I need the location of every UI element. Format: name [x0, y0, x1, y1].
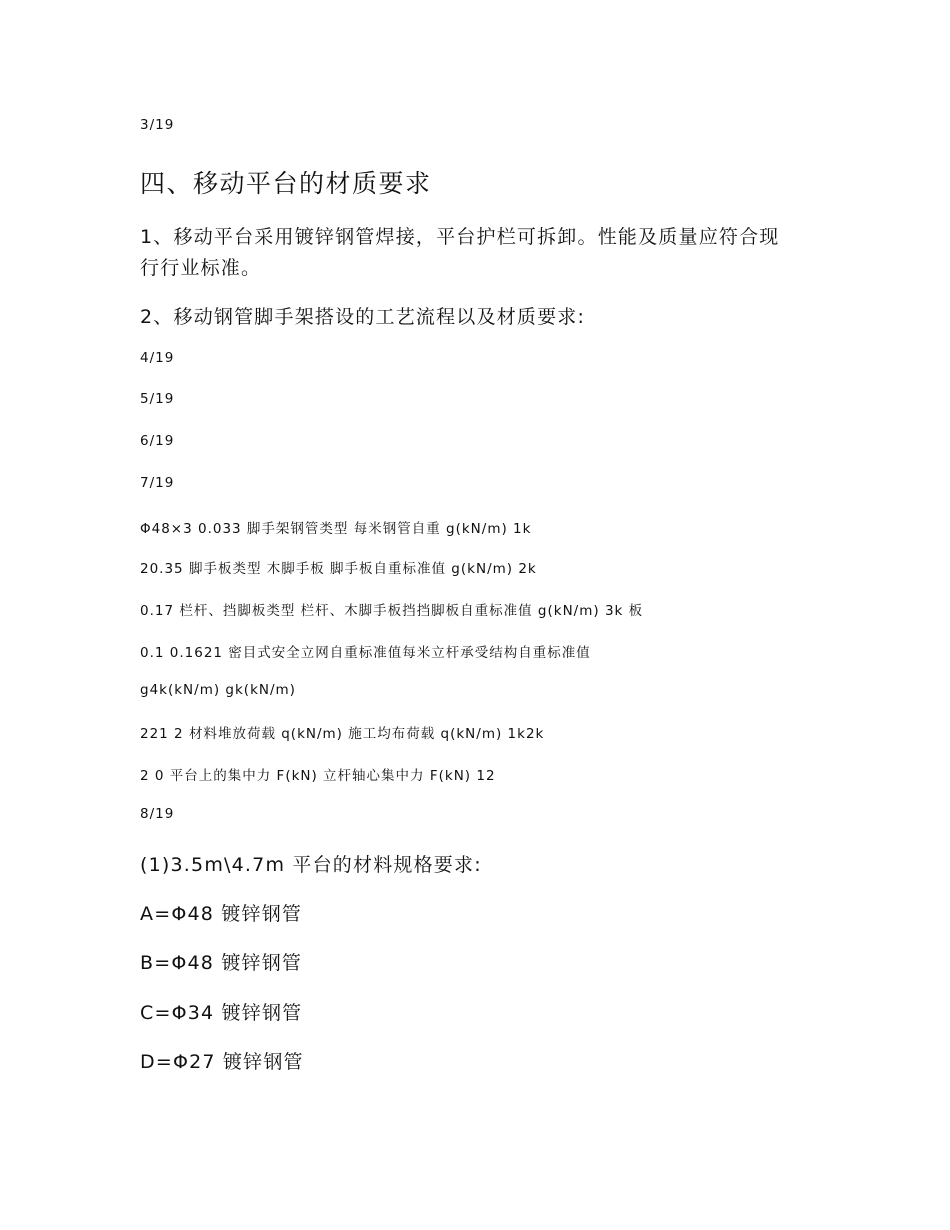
table-text-line: g4k(kN/m) gk(kN/m) — [140, 682, 296, 698]
paragraph-line: 2、移动钢管脚手架搭设的工艺流程以及材质要求: — [140, 306, 586, 328]
table-text-line: Φ48×3 0.033 脚手架钢管类型 每米钢管自重 g(kN/m) 1k — [140, 521, 532, 537]
page-number: 4/19 — [140, 350, 175, 366]
page-number: 5/19 — [140, 391, 175, 407]
spec-item: B=Φ48 镀锌钢管 — [140, 952, 303, 974]
page-number: 6/19 — [140, 433, 175, 449]
table-text-line: 221 2 材料堆放荷载 q(kN/m) 施工均布荷载 q(kN/m) 1k2k — [140, 726, 545, 742]
section-heading: 四、移动平台的材质要求 — [140, 169, 432, 198]
page-number: 3/19 — [140, 117, 175, 133]
page-number: 8/19 — [140, 806, 175, 822]
paragraph-line: 行行业标准。 — [140, 257, 262, 279]
spec-item: C=Φ34 镀锌钢管 — [140, 1002, 303, 1024]
table-text-line: 2 0 平台上的集中力 F(kN) 立杆轴心集中力 F(kN) 12 — [140, 768, 496, 784]
spec-item: A=Φ48 镀锌钢管 — [140, 903, 303, 925]
page-number: 7/19 — [140, 475, 175, 491]
table-text-line: 0.17 栏杆、挡脚板类型 栏杆、木脚手板挡挡脚板自重标准值 g(kN/m) 3k 板 — [140, 603, 644, 619]
table-text-line: 0.1 0.1621 密目式安全立网自重标准值每米立杆承受结构自重标准值 — [140, 645, 591, 661]
spec-heading: (1)3.5m\4.7m 平台的材料规格要求: — [140, 854, 482, 876]
paragraph-line: 1、移动平台采用镀锌钢管焊接，平台护栏可拆卸。性能及质量应符合现 — [140, 226, 780, 248]
table-text-line: 20.35 脚手板类型 木脚手板 脚手板自重标准值 g(kN/m) 2k — [140, 561, 537, 577]
spec-item: D=Φ27 镀锌钢管 — [140, 1051, 304, 1073]
